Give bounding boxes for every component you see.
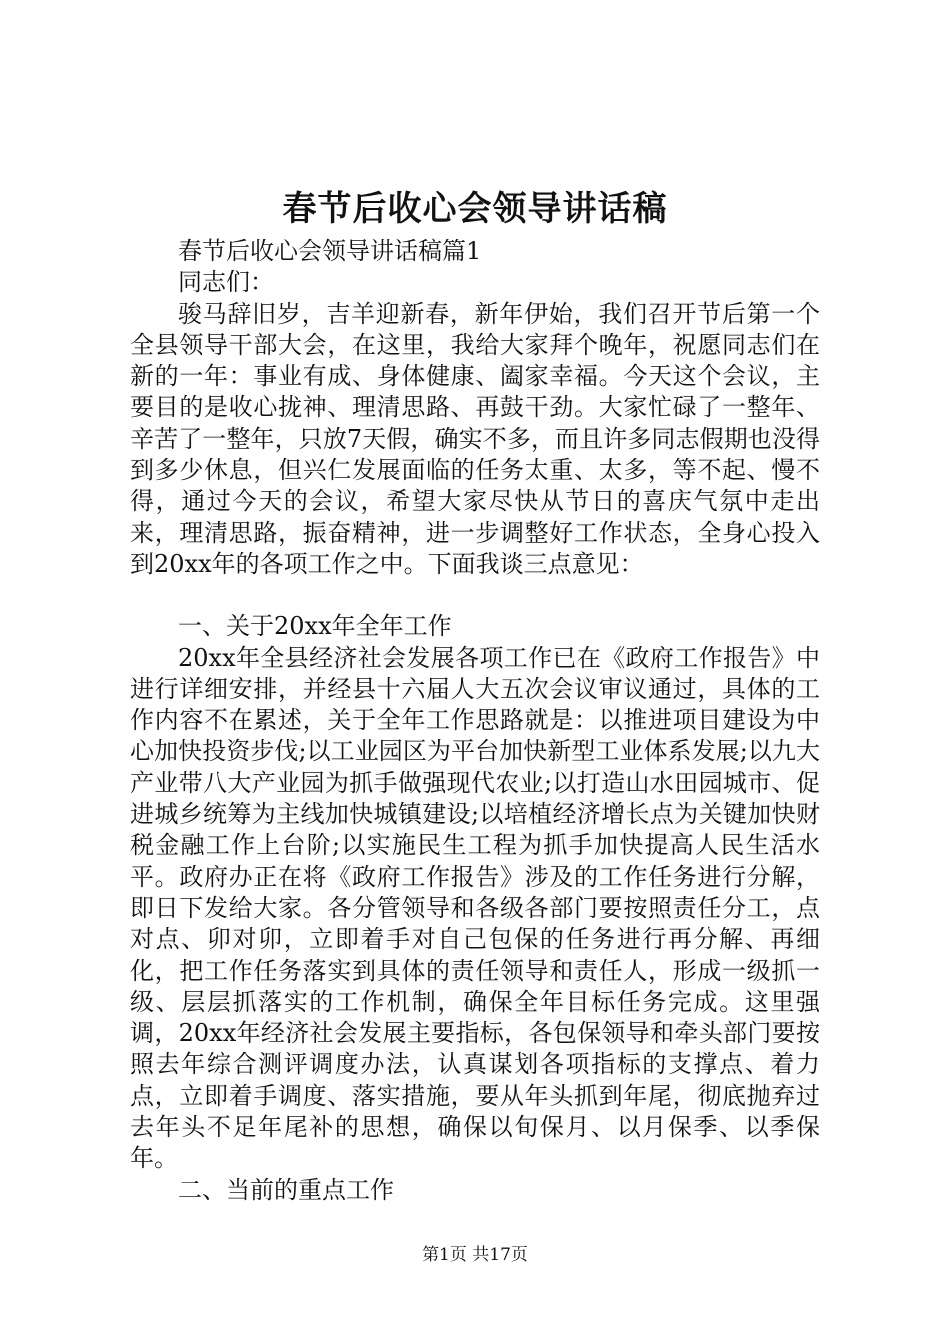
section-heading-annual-work: 一、关于20xx年全年工作 <box>178 612 452 641</box>
salutation: 同志们： <box>178 268 274 297</box>
page-footer: 第1页 共17页 <box>422 1245 528 1265</box>
paragraph-annual-work: 20xx年全县经济社会发展各项工作已在《政府工作报告》中进行详细安排，并经县十六届人大五次会议审议通过，具体的工作内容不在累述，关于全年工作思路就是：以推进项目建设为中心加快投资步伐;以工业园区为平台加快新型工业体系发展;以九大产业带八大产业园为抓手做强现代农业;以打造山水田园城市、促进城乡统筹为主线加快城镇建设;以培植经济增长点为关键加快财税金融工作上台阶;以实施民生工程为抓手加快提高人民生活水平。政府办正在将《政府工作报告》涉及的工作任务进行分解，即日下发给大家。各分管领导和各级各部门要按照责任分工，点对点、卯对卯，立即着手对自己包保的任务进行再分解、再细化，把工作任务落实到具体的责任领导和责任人，形成一级抓一级、层层抓落实的工作机制，确保全年目标任务完成。这里强调，20xx年经济社会发展主要指标，各包保领导和牵头部门要按照去年综合测评调度办法，认真谋划各项指标的支撑点、着力点，立即着手调度、落实措施，要从年头抓到年尾，彻底抛弃过去年头不足年尾补的思想，确保以旬保月、以月保季、以季保年。 <box>130 643 820 1173</box>
section-heading-key-work: 二、当前的重点工作 <box>178 1175 394 1204</box>
paragraph-opening: 骏马辞旧岁，吉羊迎新春，新年伊始，我们召开节后第一个全县领导干部大会，在这里，我给大家拜个晚年，祝愿同志们在新的一年：事业有成、身体健康、阖家幸福。今天这个会议，主要目的是收心拢神、理清思路、再鼓干劲。大家忙碌了一整年、辛苦了一整年，只放7天假，确实不多，而且许多同志假期也没得到多少休息，但兴仁发展面临的任务太重、太多，等不起、慢不得，通过今天的会议，希望大家尽快从节日的喜庆气氛中走出来，理清思路，振奋精神，进一步调整好工作状态，全身心投入到20xx年的各项工作之中。下面我谈三点意见： <box>130 299 820 578</box>
section-heading-article: 春节后收心会领导讲话稿篇1 <box>178 237 482 265</box>
document-title: 春节后收心会领导讲话稿 <box>282 189 668 229</box>
document-body <box>130 236 820 1206</box>
